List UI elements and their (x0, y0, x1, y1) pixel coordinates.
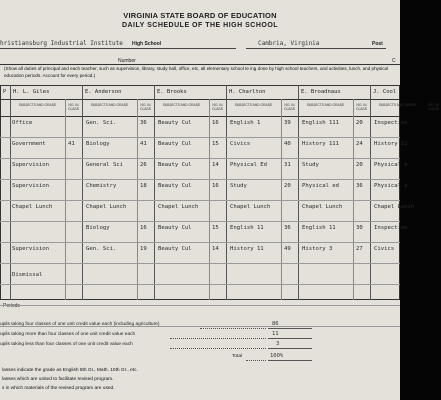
schedule-entry: General Sci (86, 162, 124, 168)
subject-header: SUBJECTS AND GRADE (162, 103, 201, 107)
schedule-entry: Beauty Cul (158, 246, 192, 252)
header-rule (0, 64, 400, 65)
schedule-entry: Beauty Cul (158, 141, 192, 147)
schedule-entry: English 11 (302, 225, 336, 231)
schedule-table (0, 85, 439, 309)
schedule-entry: Chapel Lunch (86, 204, 127, 210)
schedule-entry: History 11 (374, 141, 408, 147)
period-rule (0, 305, 400, 306)
summary-value-3: 3 (276, 341, 280, 347)
class-count: 36 (284, 225, 291, 231)
class-count: 15 (212, 225, 219, 231)
value-line (268, 348, 312, 349)
schedule-entry: English 11 (230, 225, 264, 231)
schedule-entry: Supervision (12, 183, 50, 189)
class-count: 40 (284, 141, 291, 147)
teacher-name: E. Anderson (85, 89, 122, 95)
schedule-entry: Office (12, 120, 33, 126)
period-rule (0, 221, 400, 222)
subject-header: SUBJECTS AND GRADE (90, 103, 129, 107)
teacher-name: J. Cool (373, 89, 397, 95)
post-label: Post (372, 41, 383, 47)
schedule-entry: Physical Ed (230, 162, 268, 168)
schedule-entry: Inspection (374, 225, 408, 231)
schedule-entry: Chapel Lunch (12, 204, 53, 210)
schedule-entry: Gen. Sci. (86, 120, 117, 126)
class-count: 20 (284, 183, 291, 189)
schedule-entry: Chapel Lunch (374, 204, 415, 210)
schedule-entry: Civics (230, 141, 251, 147)
schedule-entry: Government (12, 141, 46, 147)
total-value: 100% (270, 353, 284, 359)
total-label: Total (232, 354, 243, 359)
dot-leader (246, 360, 266, 361)
class-count: 15 (212, 141, 219, 147)
schedule-entry: Beauty Cul (158, 183, 192, 189)
column-divider (10, 85, 11, 300)
summary-line-3: upils taking less than four classes of one unit credit value each (0, 342, 133, 347)
class-count: 36 (356, 183, 363, 189)
dot-leader (170, 348, 266, 349)
schedule-entry: Dismissal (12, 272, 43, 278)
teacher-name: H. L. Giles (13, 89, 50, 95)
schedule-entry: English 1 (230, 120, 261, 126)
period-rule (0, 200, 400, 201)
footnote-1: lasses indicate the grade as English 8th Gr., Math. 10th Gr., etc. (2, 368, 138, 373)
class-count: 16 (140, 225, 147, 231)
school-name: hristiansburg Industrial Institute (0, 40, 123, 47)
schedule-entry: Biology (86, 141, 110, 147)
class-count: 19 (140, 246, 147, 252)
column-divider (82, 85, 83, 300)
schedule-entry: Supervision (12, 246, 50, 252)
class-count: 39 (284, 120, 291, 126)
subject-header: SUBJECTS AND GRADE (378, 103, 417, 107)
school-underline (0, 48, 236, 49)
schedule-entry: History 111 (302, 141, 340, 147)
subheader-rule (0, 116, 400, 117)
period-rule (0, 263, 400, 264)
period-rule (0, 137, 400, 138)
schedule-entry: Study (230, 183, 247, 189)
school-location: Cambria, Virginia (258, 40, 320, 47)
class-count: 26 (140, 162, 147, 168)
summary-line-1: upils taking four classes of one unit credit value each (including agriculture) (0, 322, 160, 327)
period-rule (0, 284, 400, 285)
footnote-2: lasses which are united to facilitate revised program. (2, 377, 114, 382)
schedule-entry: Beauty Cul (158, 162, 192, 168)
periods-label: Periods (3, 303, 20, 309)
schedule-entry: Inspection (374, 120, 408, 126)
schedule-entry: English 111 (302, 120, 340, 126)
schedule-entry: Supervision (12, 162, 50, 168)
school-suffix: High School (132, 41, 162, 47)
class-count: 24 (356, 141, 363, 147)
schedule-entry: Gen. Sci. (86, 246, 117, 252)
summary-value-1: 86 (272, 321, 279, 327)
column-divider (370, 85, 371, 300)
schedule-entry: Chapel Lunch (230, 204, 271, 210)
summary-value-2: 11 (272, 331, 279, 337)
name-row-rule (0, 99, 400, 100)
schedule-entry: Chemistry (86, 183, 117, 189)
schedule-entry: Chapel Lunch (302, 204, 343, 210)
schedule-entry: Biology (86, 225, 110, 231)
c-label: C (392, 58, 396, 64)
schedule-entry: Study (302, 162, 319, 168)
schedule-entry: Physical e (374, 183, 408, 189)
form-subtitle: DAILY SCHEDULE OF THE HIGH SCHOOL (121, 22, 279, 29)
period-col-label: P (3, 89, 7, 95)
schedule-entry: Physical ed (302, 183, 340, 189)
value-line (268, 328, 312, 329)
class-count: 30 (356, 225, 363, 231)
period-rule (0, 242, 400, 243)
schedule-entry: History 11 (230, 246, 264, 252)
teacher-name: E. Brooks (157, 89, 187, 95)
summary-line-2: upils taking more than four classes of one unit credit value each (0, 332, 136, 337)
dot-leader (200, 328, 266, 329)
class-count: 49 (284, 246, 291, 252)
count-header: NO. IN CLASS (140, 103, 151, 111)
class-count: 14 (212, 162, 219, 168)
schedule-entry: Chapel Lunch (158, 204, 199, 210)
class-count: 41 (68, 141, 75, 147)
class-count: 20 (356, 120, 363, 126)
count-header: NO. IN CLASS (212, 103, 223, 111)
footnote-3: s in which materials of the revised program are used. (2, 386, 115, 391)
number-label: Number (118, 58, 136, 64)
value-line (268, 360, 312, 361)
class-count: 16 (212, 120, 219, 126)
subject-header: SUBJECTS AND GRADE (234, 103, 273, 107)
schedule-entry: Physical e (374, 162, 408, 168)
schedule-entry: History 3 (302, 246, 333, 252)
class-count: 27 (356, 246, 363, 252)
schedule-entry: Civics (374, 246, 395, 252)
subject-header: SUBJECTS AND GRADE (18, 103, 57, 107)
column-divider (298, 85, 299, 300)
class-count: 41 (140, 141, 147, 147)
school-line (0, 38, 400, 52)
class-count: 20 (356, 162, 363, 168)
period-rule (0, 179, 400, 180)
class-count: 16 (212, 183, 219, 189)
column-divider (226, 85, 227, 300)
schedule-entry: Beauty Cul (158, 120, 192, 126)
column-divider (154, 85, 155, 300)
count-header: NO. IN CLASS (284, 103, 295, 111)
class-count: 31 (284, 162, 291, 168)
teacher-name: H. Charlton (229, 89, 266, 95)
form-title: VIRGINIA STATE BOARD OF EDUCATION (123, 11, 277, 20)
table-border (0, 85, 400, 300)
class-count: 14 (212, 246, 219, 252)
instructions: (Show all duties of principal and each teacher, such as supervision, library, study hall, office, etc, all elementary school te ing done by high school teachers, and activities, lunch, and physical education periods. Account for every period.) (4, 66, 389, 78)
subject-header: SUBJECTS AND GRADE (306, 103, 345, 107)
dot-leader (170, 338, 266, 339)
count-header: NO. IN CLASS (356, 103, 367, 111)
period-rule (0, 158, 400, 159)
location-underline (246, 48, 386, 49)
count-header: NO. IN CLASS (68, 103, 79, 111)
count-header: NO. IN CLASS (428, 103, 439, 111)
schedule-entry: Beauty Cul (158, 225, 192, 231)
class-count: 18 (140, 183, 147, 189)
value-line (268, 338, 312, 339)
teacher-name: E. Broadnaux (301, 89, 341, 95)
class-count: 36 (140, 120, 147, 126)
